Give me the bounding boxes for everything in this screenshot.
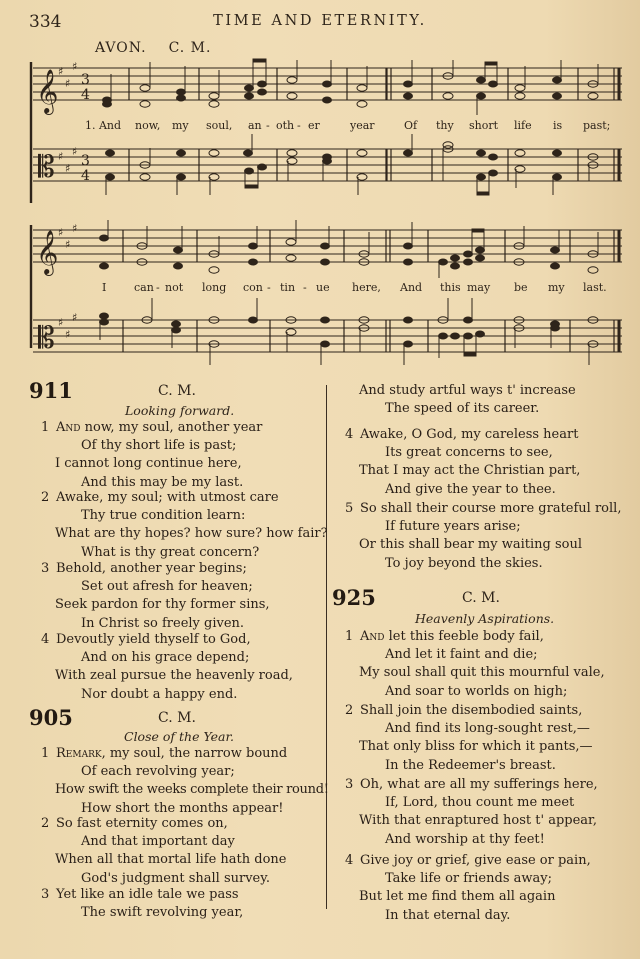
svg-text:♯: ♯ bbox=[72, 60, 78, 73]
hymn-905-verse-3-cont: And study artful ways t' increase The speed of its career. bbox=[359, 383, 576, 417]
svg-text:4: 4 bbox=[81, 87, 90, 103]
running-head: TIME AND ETERNITY. bbox=[213, 13, 427, 29]
hymn-905-verse-5: 5 So shall their course more grateful roll, If future years arise; Or this shall bear my waiting soul To joy beyond the skies. bbox=[345, 501, 622, 571]
hymn-905-verse-1: 1 Remark, my soul, the narrow bound Of each revolving year; How swift the weeks complete their round! How short the months appear! bbox=[41, 746, 329, 816]
hymn-925-verse-1: 1 And let this feeble body fail, And let it faint and die; My soul shall quit this mournful vale, And soar to worlds on high; bbox=[345, 629, 605, 699]
hymn-number-925: 925 bbox=[332, 585, 376, 610]
svg-text:𝄞: 𝄞 bbox=[36, 230, 59, 274]
hymn-911-verse-3: 3 Behold, another year begins; Set out afresh for heaven; Seek pardon for thy former sins, In Christ so freely given. bbox=[41, 561, 270, 631]
page-number: 334 bbox=[29, 12, 62, 32]
hymn-911-verse-1: 1 And now, my soul, another year Of thy short life is past; I cannot long continue here, And this may be my last. bbox=[41, 420, 263, 490]
hymn-911-verse-2: 2 Awake, my soul; with utmost care Thy true condition learn: What are thy hopes? how sure? how fair? What is thy great concern? bbox=[41, 490, 328, 560]
svg-text:♯: ♯ bbox=[65, 328, 71, 341]
tune-name: AVON. bbox=[95, 40, 147, 56]
hymn-title: Heavenly Aspirations. bbox=[415, 611, 555, 626]
hymn-number-905: 905 bbox=[29, 705, 73, 730]
svg-text:𝄡: 𝄡 bbox=[38, 321, 55, 356]
svg-text:♯: ♯ bbox=[58, 65, 64, 78]
hymn-905-verse-3: 3 Yet like an idle tale we pass The swift revolving year, bbox=[41, 887, 244, 921]
svg-text:𝄡: 𝄡 bbox=[38, 150, 55, 185]
svg-text:♯: ♯ bbox=[72, 145, 78, 158]
hymn-925-verse-3: 3 Oh, what are all my sufferings here, If, Lord, thou count me meet With that enraptured host t' appear, And worship at thy feet! bbox=[345, 777, 598, 847]
hymn-905-verse-2: 2 So fast eternity comes on, And that important day When all that mortal life hath done God's judgment shall survey. bbox=[41, 816, 287, 886]
svg-text:𝄞: 𝄞 bbox=[36, 69, 59, 113]
hymn-meter: C. M. bbox=[158, 383, 196, 399]
svg-text:♯: ♯ bbox=[72, 222, 78, 235]
hymn-905-verse-4: 4 Awake, O God, my careless heart Its great concerns to see, That I may act the Christian part, And give the year to thee. bbox=[345, 427, 581, 497]
music-score bbox=[0, 0, 640, 370]
hymn-925-verse-2: 2 Shall join the disembodied saints, And find its long-sought rest,— That only bliss for which it pants,— In the Redeemer's breast. bbox=[345, 703, 593, 773]
svg-text:♯: ♯ bbox=[72, 311, 78, 324]
svg-text:♯: ♯ bbox=[58, 316, 64, 329]
column-divider bbox=[326, 385, 327, 909]
hymn-title: Looking forward. bbox=[125, 403, 235, 418]
tune-meter: C. M. bbox=[168, 40, 212, 56]
svg-text:3: 3 bbox=[81, 153, 90, 169]
hymn-meter: C. M. bbox=[158, 710, 196, 726]
svg-text:3: 3 bbox=[81, 72, 90, 88]
svg-text:♯: ♯ bbox=[58, 226, 64, 239]
svg-text:♯: ♯ bbox=[58, 150, 64, 163]
svg-text:4: 4 bbox=[81, 168, 90, 184]
hymn-911-verse-4: 4 Devoutly yield thyself to God, And on his grace depend; With zeal pursue the heavenly road, Nor doubt a happy end. bbox=[41, 632, 293, 702]
svg-text:♯: ♯ bbox=[65, 162, 71, 175]
hymn-title: Close of the Year. bbox=[124, 729, 235, 744]
hymn-meter: C. M. bbox=[462, 590, 500, 606]
svg-text:♯: ♯ bbox=[65, 238, 71, 251]
hymn-number-911: 911 bbox=[29, 378, 73, 403]
svg-text:♯: ♯ bbox=[65, 77, 71, 90]
hymn-925-verse-4: 4 Give joy or grief, give ease or pain, Take life or friends away; But let me find them all again In that eternal day. bbox=[345, 853, 591, 923]
